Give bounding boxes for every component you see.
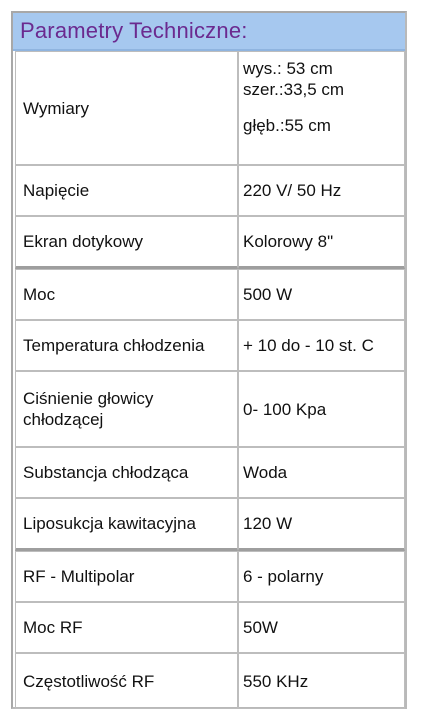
dimension-depth: głęb.:55 cm	[243, 116, 331, 135]
row-value: 500 W	[238, 269, 405, 320]
dimension-height: wys.: 53 cm	[243, 59, 333, 78]
table-row	[15, 447, 405, 498]
row-label: Napięcie	[15, 165, 238, 216]
row-label-line: chłodzącej	[23, 410, 104, 429]
row-value: 550 KHz	[238, 653, 405, 709]
row-value	[238, 51, 405, 165]
row-value: 0- 100 Kpa	[238, 371, 405, 447]
row-label: Moc	[15, 269, 238, 320]
row-value: Kolorowy 8"	[238, 216, 405, 269]
table-row	[15, 498, 405, 551]
table-row	[15, 269, 405, 320]
row-value: 220 V/ 50 Hz	[238, 165, 405, 216]
row-value: 50W	[238, 602, 405, 653]
row-label-line: Ciśnienie głowicy	[23, 389, 154, 408]
spec-table	[15, 51, 405, 709]
row-value: Woda	[238, 447, 405, 498]
row-label: Wymiary	[15, 51, 238, 165]
row-label: Liposukcja kawitacyjna	[15, 498, 238, 551]
table-row	[15, 51, 405, 165]
row-label: Częstotliwość RF	[15, 653, 238, 709]
row-label: Ekran dotykowy	[15, 216, 238, 269]
table-row	[15, 371, 405, 447]
table-row	[15, 551, 405, 602]
table-row	[15, 165, 405, 216]
table-row	[15, 216, 405, 269]
row-label: RF - Multipolar	[15, 551, 238, 602]
table-row	[15, 602, 405, 653]
spec-title: Parametry Techniczne:	[20, 18, 248, 43]
dimension-width: szer.:33,5 cm	[243, 80, 345, 99]
row-value: 120 W	[238, 498, 405, 551]
row-label	[15, 371, 238, 447]
table-row	[15, 320, 405, 371]
row-label: Substancja chłodząca	[15, 447, 238, 498]
row-label: Moc RF	[15, 602, 238, 653]
spec-sheet	[11, 11, 407, 709]
row-value: 6 - polarny	[238, 551, 405, 602]
row-label: Temperatura chłodzenia	[15, 320, 238, 371]
table-row	[15, 653, 405, 709]
spec-header	[13, 13, 405, 51]
row-value: + 10 do - 10 st. C	[238, 320, 405, 371]
